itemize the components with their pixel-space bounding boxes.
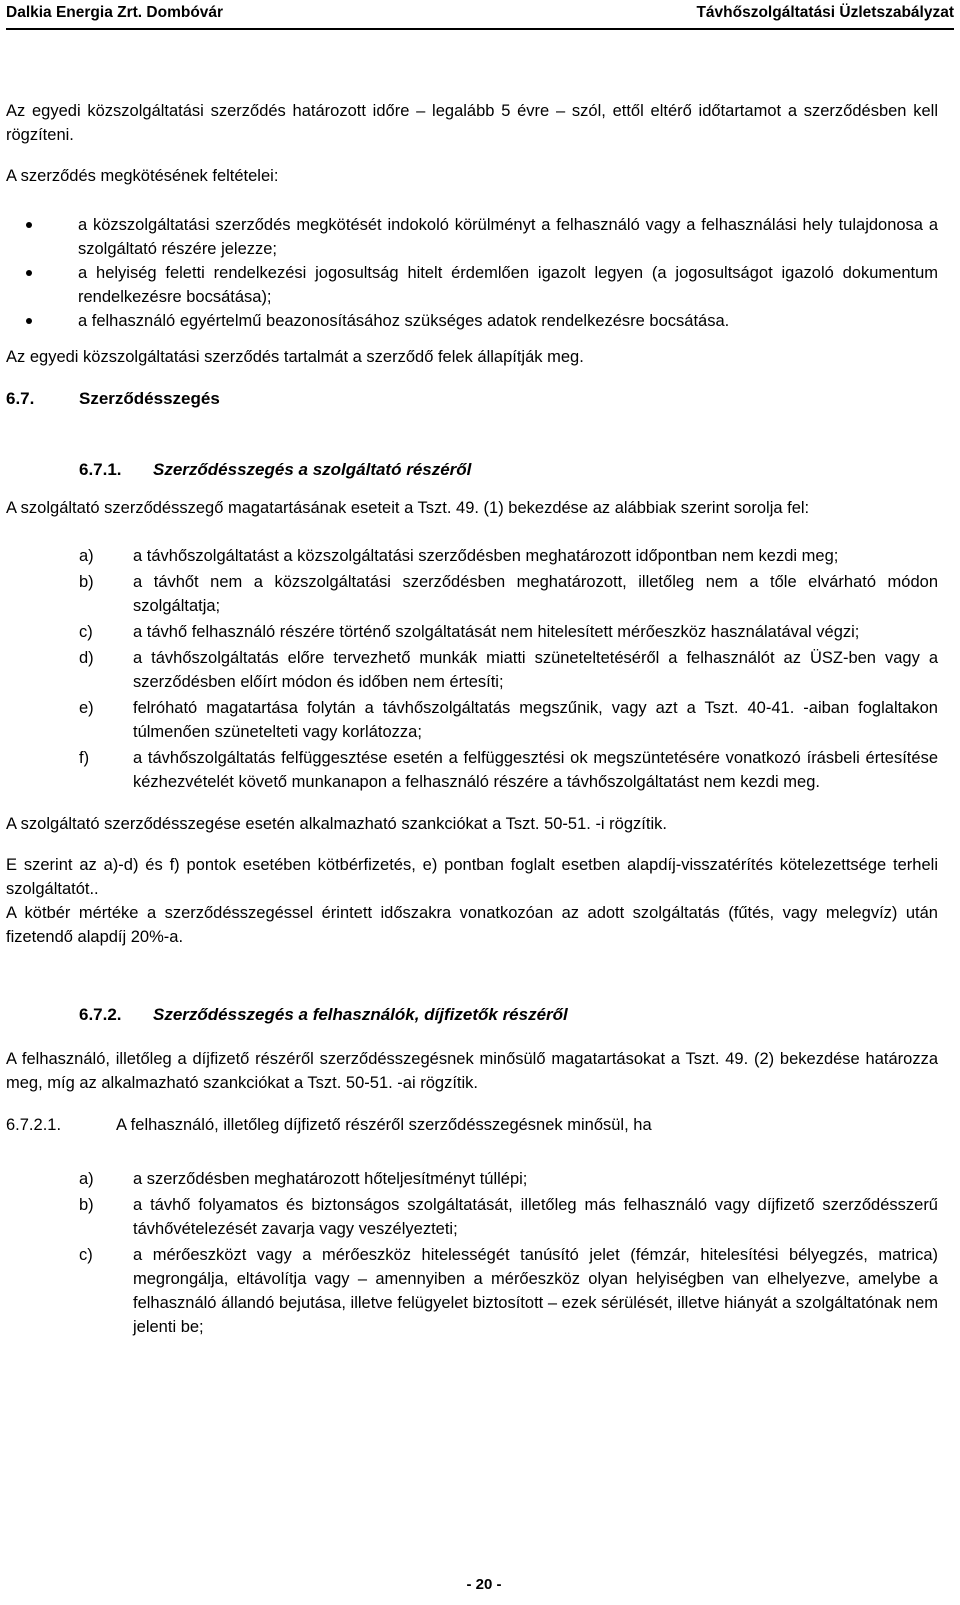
bullet-icon xyxy=(26,222,32,228)
provider-breach-intro: A szolgáltató szerződésszegő magatartásának eseteit a Tszt. 49. (1) bekezdése az alábbiak szerint sorolja fel: xyxy=(6,499,810,517)
bullet-icon xyxy=(26,318,32,324)
section-title: Szerződésszegés a felhasználók, díjfizetők részéről xyxy=(153,1005,568,1024)
bullet-icon xyxy=(26,270,32,276)
section-number: 6.7.2. xyxy=(79,1005,122,1024)
list-item: a) a szerződésben meghatározott hőteljesítményt túllépi; xyxy=(79,1170,528,1188)
header-company: Dalkia Energia Zrt. Dombóvár xyxy=(6,4,224,21)
section-number: 6.7. xyxy=(6,389,35,408)
intro-paragraph-duration: Az egyedi közszolgáltatási szerződés határozott időre – legalább 5 évre – szól, ettől eltérő időtartamot a szerződésben kell rögzíteni. xyxy=(6,102,938,144)
section-heading-6-7-2-1 xyxy=(6,1113,938,1137)
conditions-list xyxy=(6,213,938,333)
section-title: Szerződésszegés xyxy=(79,389,220,408)
section-heading-6-7 xyxy=(6,387,938,411)
list-item: a közszolgáltatási szerződés megkötését indokoló körülményt a felhasználó vagy a felhasználási hely tulajdonosa a szolgáltató részére jelezze; xyxy=(6,213,938,261)
list-item: a felhasználó egyértelmű beazonosításához szükséges adatok rendelkezésre bocsátása. xyxy=(6,309,938,333)
list-item: c) a mérőeszközt vagy a mérőeszköz hitelességét tanúsító jelet (fémzár, hitelesítési bélyegzés, matrica) megrongálja, eltávolítja vagy – amennyiben a mérőeszköz olyan helyiségben van elhelyezve, amelybe a felhasználó állandó bejutása, illetve felügyelet biztosított – ezek sérülését, illetve hiányát a szolgáltatónak nem jelenti be; xyxy=(79,1246,938,1336)
section-heading-6-7-2 xyxy=(6,1003,938,1027)
intro-paragraph-conditions: A szerződés megkötésének feltételei: xyxy=(6,167,279,185)
document-body xyxy=(6,99,938,1341)
intro-paragraph-content: Az egyedi közszolgáltatási szerződés tartalmát a szerződő felek állapítják meg. xyxy=(6,348,584,366)
list-item: f) a távhőszolgáltatás felfüggesztése esetén a felfüggesztési ok megszüntetésére vonatkozó írásbeli értesítése kézhezvételét követő munkanapon a felhasználó részére a távhőszolgáltatást nem kezdi meg. xyxy=(79,749,938,791)
penalty-paragraph: E szerint az a)-d) és f) pontok esetében kötbérfizetés, e) pontban foglalt esetben alapdíj-visszatérítés kötelezettsége terheli szolgáltatót.. xyxy=(6,856,938,898)
list-item: d) a távhőszolgáltatás előre tervezhető munkák miatti szüneteltetéséről a felhasználót az ÜSZ-ben vagy a szerződésben előírt módon és időben nem értesíti; xyxy=(79,649,938,691)
page-number: - 20 - xyxy=(466,1576,502,1593)
user-breach-intro: A felhasználó, illetőleg a díjfizető részéről szerződésszegésnek minősülő magatartásokat a Tszt. 49. (2) bekezdése határozza meg, míg az alkalmazható szankciókat a Tszt. 50-51. -ai rögzítik. xyxy=(6,1050,938,1092)
penalty-amount-paragraph: A kötbér mértéke a szerződésszegéssel érintett időszakra vonatkozóan az adott szolgáltatás (fűtés, vagy melegvíz) után fizetendő alapdíj 20%-a. xyxy=(6,904,938,946)
section-number: 6.7.1. xyxy=(79,460,122,479)
section-number: 6.7.2.1. xyxy=(6,1116,62,1134)
section-title: A felhasználó, illetőleg díjfizető részéről szerződésszegésnek minősül, ha xyxy=(116,1116,652,1134)
page-footer xyxy=(0,1576,960,1593)
user-breach-list xyxy=(6,1167,938,1339)
provider-sanctions-paragraph: A szolgáltató szerződésszegése esetén alkalmazható szankciókat a Tszt. 50-51. -i rögzítik. xyxy=(6,815,667,833)
header-doc-title: Távhőszolgáltatási Üzletszabályzat xyxy=(696,4,954,21)
list-item: b) a távhő folyamatos és biztonságos szolgáltatását, illetőleg más felhasználó vagy díjfizető szerződésszerű távhővételezését zavarja vagy veszélyezteti; xyxy=(79,1196,938,1238)
list-item: a helyiség feletti rendelkezési jogosultság hitelt érdemlően igazolt legyen (a jogosultságot igazoló dokumentum rendelkezésre bocsátása); xyxy=(6,261,938,309)
list-item: a) a távhőszolgáltatást a közszolgáltatási szerződésben meghatározott időpontban nem kezdi meg; xyxy=(79,547,839,565)
list-item: e) felróható magatartása folytán a távhőszolgáltatás megszűnik, vagy azt a Tszt. 40-41. -aiban foglaltakon túlmenően szünetelteti vagy korlátozza; xyxy=(79,699,938,741)
section-heading-6-7-1 xyxy=(6,458,938,482)
section-title: Szerződésszegés a szolgáltató részéről xyxy=(153,460,472,479)
provider-breach-list xyxy=(6,544,938,794)
list-item: b) a távhőt nem a közszolgáltatási szerződésben meghatározott, illetőleg nem a tőle elvárható módon szolgáltatja; xyxy=(79,573,938,615)
page-header xyxy=(6,2,954,30)
list-item: c) a távhő felhasználó részére történő szolgáltatását nem hitelesített mérőeszköz használatával végzi; xyxy=(79,623,860,641)
